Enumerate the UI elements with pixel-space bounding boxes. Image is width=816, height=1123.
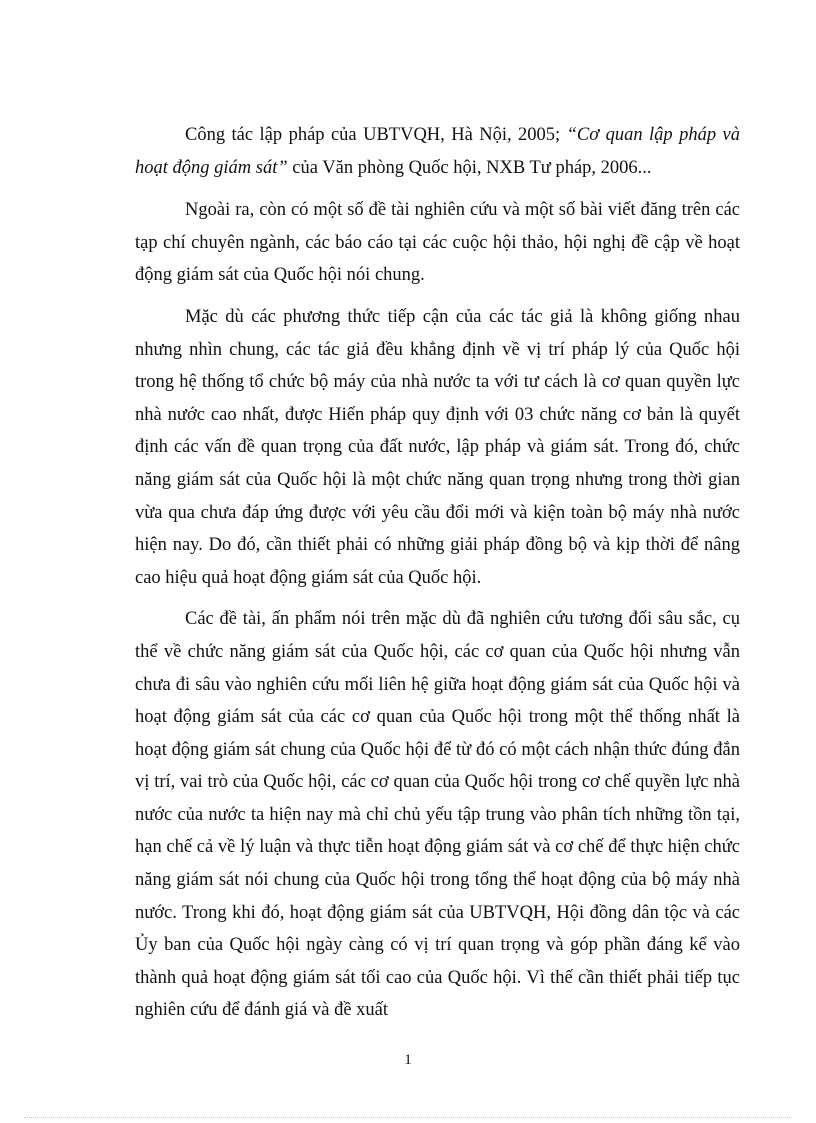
page-number: 1 [404, 1052, 412, 1068]
body-text [135, 119, 740, 1036]
page-bottom-divider [24, 1117, 792, 1118]
paragraph-research-gap [135, 603, 740, 1027]
paragraph-text: Công tác lập pháp của UBTVQH, Hà Nội, 2005; [185, 125, 567, 145]
paragraph-text: Mặc dù các phương thức tiếp cận của các tác giả là không giống nhau nhưng nhìn chung, các tác giả đều khẳng định về vị trí pháp lý của Quốc hội trong hệ thống tổ chức bộ máy của nhà nước ta với tư cách là cơ quan quyền lực nhà nước cao nhất, được Hiến pháp quy định với 03 chức năng cơ bản là quyết định các vấn đề quan trọng của đất nước, lập pháp và giám sát. Trong đó, chức năng giám sát của Quốc hội là một chức năng quan trọng nhưng trong thời gian vừa qua chưa đáp ứng được với yêu cầu đổi mới và kiện toàn bộ máy nhà nước hiện nay. Do đó, cần thiết phải có những giải pháp đồng bộ và kịp thời để nâng cao hiệu quả hoạt động giám sát của Quốc hội. [135, 306, 740, 588]
paragraph-references [135, 119, 740, 184]
paragraph-text: Ngoài ra, còn có một số đề tài nghiên cứu và một số bài viết đăng trên các tạp chí chuyên ngành, các báo cáo tại các cuộc hội thảo, hội nghị đề cập về hoạt động giám sát của Quốc hội nói chung. [135, 200, 740, 286]
paragraph-text: của Văn phòng Quốc hội, NXB Tư pháp, 2006... [287, 157, 652, 178]
paragraph-text: Các đề tài, ấn phẩm nói trên mặc dù đã nghiên cứu tương đối sâu sắc, cụ thể về chức năng giám sát của Quốc hội, các cơ quan của Quốc hội nhưng vẫn chưa đi sâu vào nghiên cứu mối liên hệ giữa hoạt động giám sát của Quốc hội và hoạt động giám sát của các cơ quan của Quốc hội trong một thể thống nhất là hoạt động giám sát chung của Quốc hội để từ đó có một cách nhận thức đúng đắn vị trí, vai trò của Quốc hội, các cơ quan của Quốc hội trong cơ chế quyền lực nhà nước của nước ta hiện nay mà chỉ chủ yếu tập trung vào phân tích những tồn tại, hạn chế cả về lý luận và thực tiễn hoạt động giám sát và cơ chế để thực hiện chức năng giám sát nói chung của Quốc hội trong tổng thể hoạt động của bộ máy nhà nước. Trong khi đó, hoạt động giám sát của UBTVQH, Hội đồng dân tộc và các Ủy ban của Quốc hội ngày càng có vị trí quan trọng và góp phần đáng kể vào thành quả hoạt động giám sát tối cao của Quốc hội. Vì thế cần thiết phải tiếp tục nghiên cứu để đánh giá và đề xuất [135, 609, 740, 1021]
paragraph-approaches [135, 301, 740, 594]
paragraph-other-research [135, 194, 740, 292]
italic-book-title: “Cơ quan lập pháp và hoạt động giám sát” [135, 125, 740, 178]
